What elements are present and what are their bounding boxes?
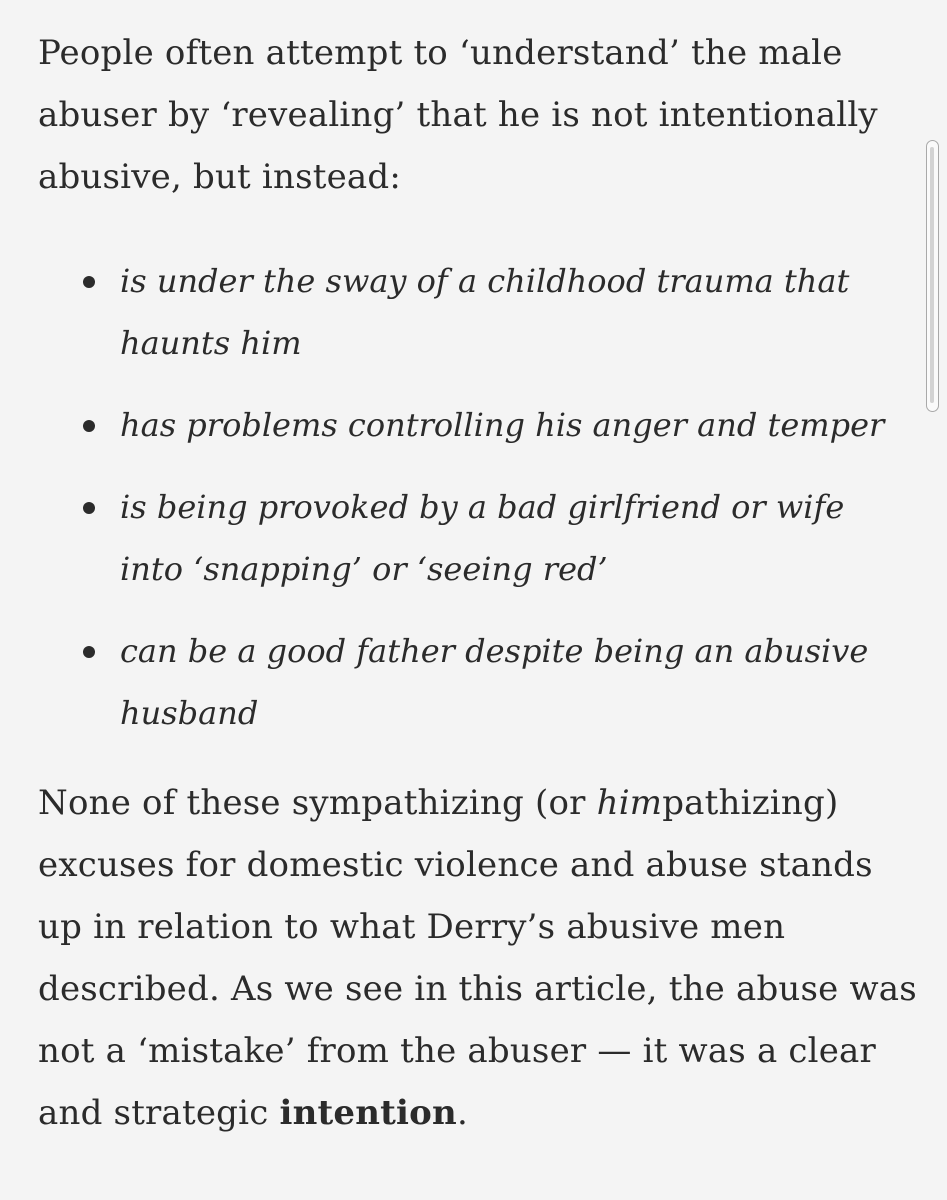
list-item-text: has problems controlling his anger and temper xyxy=(120,406,885,444)
list-item xyxy=(38,250,910,374)
excuse-list xyxy=(38,250,918,744)
list-item xyxy=(38,620,910,744)
bullet-dot-icon xyxy=(83,276,95,288)
list-item-text: is under the sway of a childhood trauma that haunts him xyxy=(120,262,850,362)
vertical-scrollbar[interactable] xyxy=(926,140,939,412)
scrollbar-thumb[interactable] xyxy=(930,147,934,403)
list-item xyxy=(38,394,910,456)
list-item-text: can be a good father despite being an abusive husband xyxy=(120,632,869,732)
article-body xyxy=(38,22,918,1144)
list-item xyxy=(38,476,910,600)
closing-text-end: . xyxy=(456,1093,468,1133)
bullet-dot-icon xyxy=(83,646,95,658)
bullet-dot-icon xyxy=(83,420,95,432)
closing-text-start: None of these sympathizing (or xyxy=(38,783,597,823)
himpathizing-emphasis: him xyxy=(596,783,663,823)
closing-paragraph xyxy=(38,772,918,1144)
list-item-text: is being provoked by a bad girlfriend or wife into ‘snapping’ or ‘seeing red’ xyxy=(120,488,845,588)
closing-text-middle: pathizing) excuses for domestic violence and abuse stands up in relation to what Derry’s abusive men described. As we see in this article, the abuse was not a ‘mistake’ from the abuser — it was a clear and strategic xyxy=(38,783,917,1133)
bullet-dot-icon xyxy=(83,502,95,514)
intro-paragraph: People often attempt to ‘understand’ the male abuser by ‘revealing’ that he is not intentionally abusive, but instead: xyxy=(38,33,878,197)
intention-strong: intention xyxy=(279,1093,457,1133)
